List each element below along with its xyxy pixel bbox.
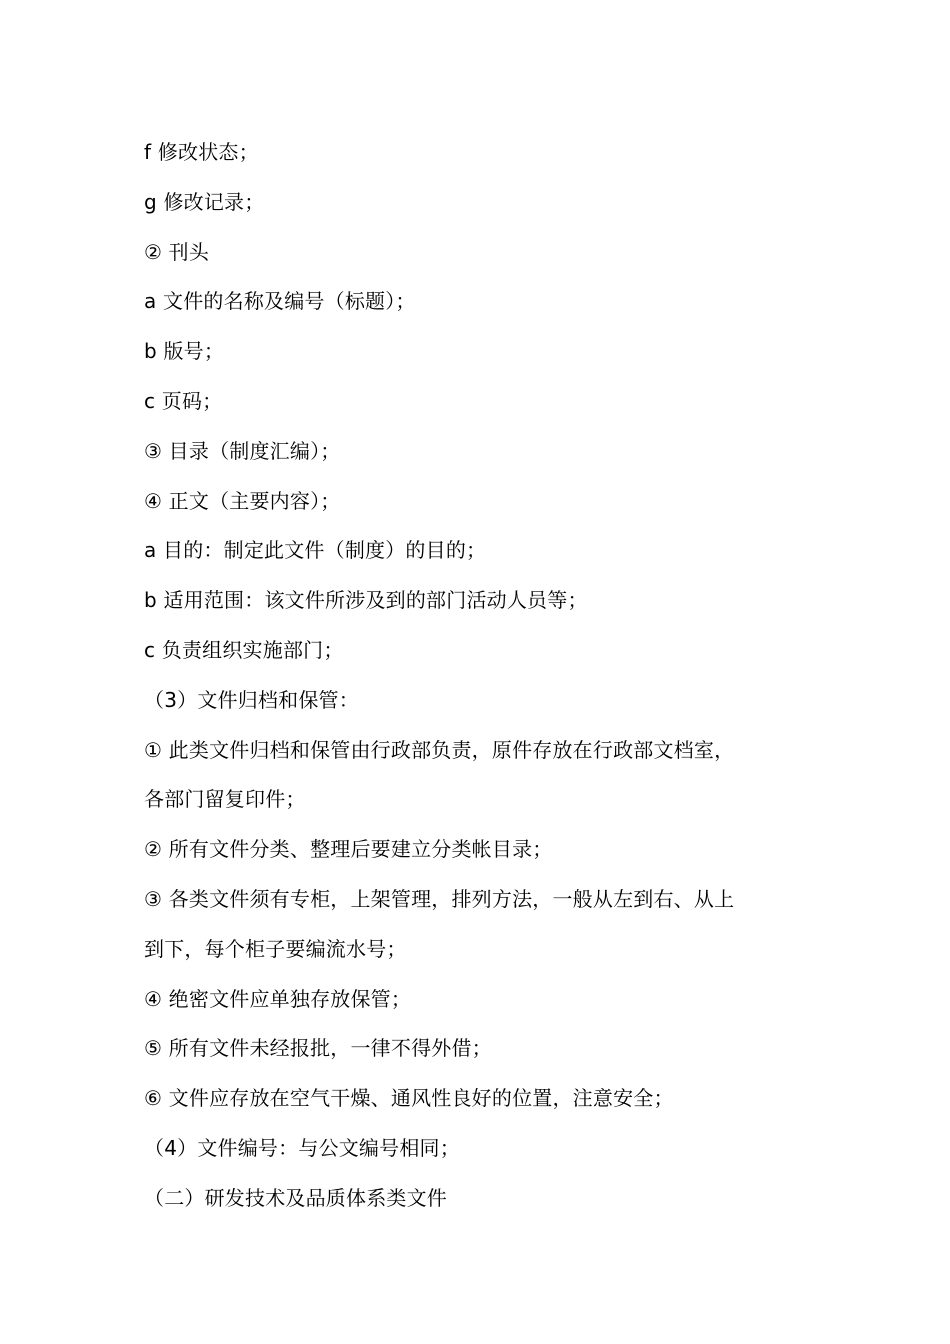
text-line: ⑤ 所有文件未经报批，一律不得外借； bbox=[144, 1036, 492, 1061]
text-line: ④ 正文（主要内容）； bbox=[144, 488, 341, 513]
text-line: f 修改状态； bbox=[144, 140, 259, 164]
text-line: b 适用范围：该文件所涉及到的部门活动人员等； bbox=[144, 588, 588, 613]
section-heading: （4）文件编号：与公文编号相同； bbox=[144, 1135, 460, 1160]
section-heading: （二）研发技术及品质体系类文件 bbox=[144, 1185, 447, 1210]
text-line: ② 所有文件分类、整理后要建立分类帐目录； bbox=[144, 837, 553, 862]
text-line: g 修改记录； bbox=[144, 189, 265, 214]
text-line: c 页码； bbox=[144, 388, 223, 413]
text-line: ⑥ 文件应存放在空气干燥、通风性良好的位置，注意安全； bbox=[144, 1086, 674, 1111]
text-line: a 文件的名称及编号（标题）； bbox=[144, 289, 416, 314]
text-line: 到下，每个柜子要编流水号； bbox=[144, 936, 407, 961]
section-heading: （3）文件归档和保管： bbox=[144, 687, 359, 712]
document-body bbox=[144, 128, 824, 1224]
text-line: c 负责组织实施部门； bbox=[144, 637, 344, 662]
text-line: ③ 目录（制度汇编）； bbox=[144, 438, 341, 463]
text-line: 各部门留复印件； bbox=[144, 787, 306, 812]
text-line: b 版号； bbox=[144, 339, 225, 364]
text-line: ④ 绝密文件应单独存放保管； bbox=[144, 986, 412, 1011]
text-line: a 目的：制定此文件（制度）的目的； bbox=[144, 538, 487, 563]
text-line: ③ 各类文件须有专柜，上架管理，排列方法，一般从左到右、从上 bbox=[144, 886, 735, 911]
text-line: ② 刊头 bbox=[144, 239, 210, 264]
text-line: ① 此类文件归档和保管由行政部负责，原件存放在行政部文档室， bbox=[144, 737, 735, 762]
